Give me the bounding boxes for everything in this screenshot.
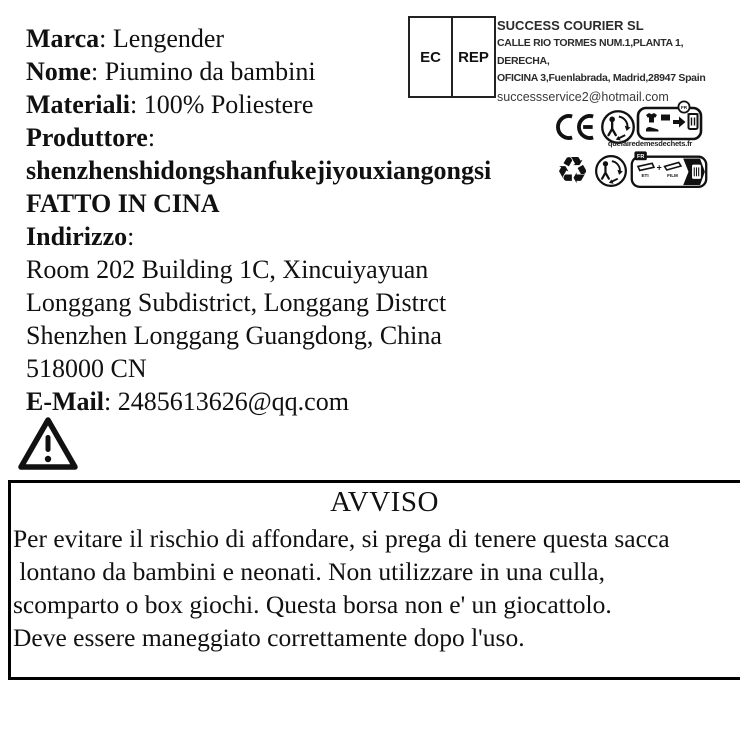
warning-triangle-icon: [16, 414, 80, 474]
packaging-sorting-icon: [630, 148, 708, 192]
eu-representative-block: [497, 17, 737, 107]
brand-line: Marca: Lengender: [26, 24, 225, 53]
triman-url-text: quefairedemesdechets.fr: [607, 139, 693, 148]
email-line: E-Mail: 2485613626@qq.com: [26, 387, 349, 416]
address-line: Longgang Subdistrict, Longgang Distrct: [26, 288, 447, 317]
representative-email: successservice2@hotmail.com: [497, 89, 669, 104]
name-label: Nome: [26, 57, 91, 86]
ce-mark-icon: [554, 111, 596, 143]
plus-sign: +: [656, 162, 662, 173]
representative-company: SUCCESS COURIER SL: [497, 18, 644, 33]
film-label: FILM: [667, 173, 678, 179]
warning-line: Deve essere maneggiato correttamente dopo l'uso.: [13, 623, 525, 652]
made-in-line: FATTO IN CINA: [26, 189, 220, 218]
email-value: 2485613626@qq.com: [117, 387, 349, 416]
warning-body: [11, 519, 740, 654]
materials-label: Materiali: [26, 90, 130, 119]
materials-line: Materiali: 100% Poliestere: [26, 90, 314, 119]
warning-line: scomparto o box giochi. Questa borsa non e' un giocattolo.: [13, 590, 612, 619]
address-line: 518000 CN: [26, 354, 147, 383]
warning-title: AVVISO: [330, 486, 439, 518]
representative-address-line: OFICINA 3,Fuenlabrada, Madrid,28947 Spain: [497, 72, 706, 84]
address-label-line: Indirizzo:: [26, 222, 135, 251]
triman-icon: [594, 152, 628, 190]
brand-value: Lengender: [112, 24, 225, 53]
textile-sorting-icon: [636, 100, 704, 142]
address-label: Indirizzo: [26, 222, 128, 251]
fr-tab-label: FR: [636, 154, 645, 161]
materials-value: 100% Poliestere: [143, 90, 314, 119]
producer-value-line: shenzhenshidongshanfukejiyouxiangongsi: [26, 156, 492, 185]
producer-label-line: Produttore:: [26, 123, 156, 152]
producer-label: Produttore: [26, 123, 148, 152]
brand-label: Marca: [26, 24, 100, 53]
email-label: E-Mail: [26, 387, 104, 416]
name-value: Piumino da bambini: [104, 57, 316, 86]
rep-cell: REP: [451, 18, 494, 96]
representative-address-line: CALLE RIO TORMES NUM.1,PLANTA 1, DERECHA,: [497, 37, 684, 67]
address-line: Shenzhen Longgang Guangdong, China: [26, 321, 442, 350]
recycling-icon: ♻: [556, 149, 590, 192]
warning-line: lontano da bambini e neonati. Non utilizzare in una culla,: [13, 557, 605, 586]
warning-notice-box: [8, 480, 740, 680]
fr-badge-label: FR: [680, 105, 688, 110]
warning-line: Per evitare il rischio di affondare, si prega di tenere questa sacca: [13, 524, 670, 553]
eti-label: ETI: [641, 173, 649, 179]
ec-cell: EC: [420, 48, 441, 66]
address-line: Room 202 Building 1C, Xincuiyayuan: [26, 255, 429, 284]
ec-rep-box: [408, 16, 496, 98]
name-line: Nome: Piumino da bambini: [26, 57, 316, 86]
